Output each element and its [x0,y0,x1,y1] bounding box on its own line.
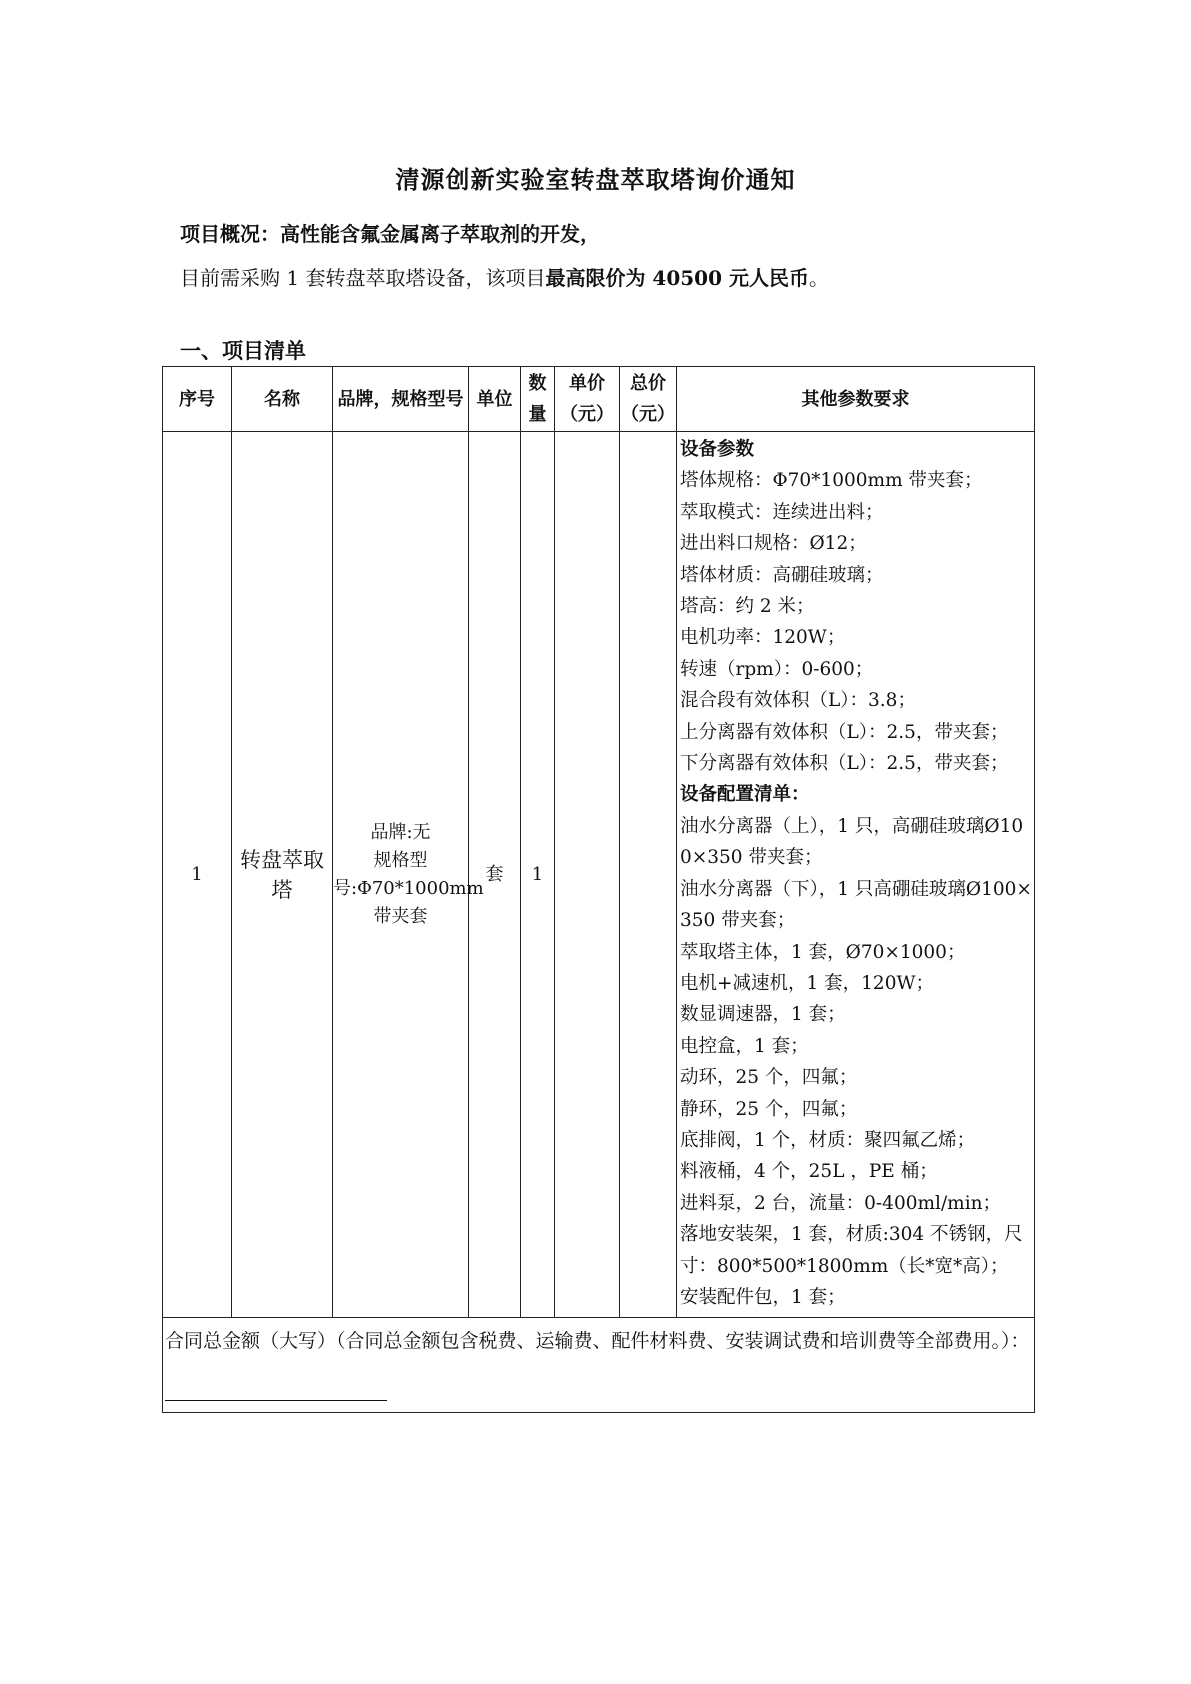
config-item: 安装配件包，1 套； [680,1286,846,1308]
config-item: 电机+减速机，1 套，120W； [680,972,934,994]
cell-unit: 套 [469,432,521,1318]
params-item: 转速（rpm）：0-600； [680,658,874,680]
config-item: 进料泵，2 台，流量：0-400ml/min； [680,1192,1002,1214]
header-unit-price-line2: （元） [560,404,614,425]
table-footer-row [163,1318,1035,1413]
config-item: 落地安装架，1 套，材质:304 不锈钢，尺寸：800*500*1800mm（长*宽*高）； [680,1224,1023,1277]
header-total-price [620,367,677,432]
intro-prefix: 目前需采购 1 套转盘萃取塔设备，该项目 [180,266,546,290]
item-list-table [162,366,1035,1413]
config-list [680,811,1032,1314]
header-unit-price [555,367,620,432]
cell-total-price [620,432,677,1318]
project-overview: 项目概况：高性能含氟金属离子萃取剂的开发， [180,222,600,246]
config-item: 萃取塔主体，1 套，Ø70×1000； [680,941,966,963]
params-item: 电机功率：120W； [680,627,846,649]
cell-brand-model [333,432,484,1318]
header-unit-price-line1: 单价 [569,373,605,394]
price-limit: 最高限价为 40500 元人民币 [545,266,809,290]
params-item: 混合段有效体积（L）：3.8； [680,690,916,712]
contract-total-cell [163,1318,1035,1413]
header-total-price-line1: 总价 [630,373,666,394]
header-unit: 单位 [469,367,521,432]
config-item: 油水分离器（上），1 只，高硼硅玻璃Ø100×350 带夹套； [680,815,1024,869]
config-heading: 设备配置清单： [680,784,810,806]
params-item: 塔体材质：高硼硅玻璃； [680,564,884,586]
document-title: 清源创新实验室转盘萃取塔询价通知 [395,165,796,194]
cell-index: 1 [163,432,232,1318]
intro-suffix: 。 [808,266,829,290]
cell-other-params [677,432,1035,1318]
params-item: 塔高：约 2 米； [680,596,815,618]
header-quantity [521,367,555,432]
header-quantity-line1: 数 [528,373,547,394]
params-item: 下分离器有效体积（L）：2.5，带夹套； [680,753,1009,775]
header-brand-model: 品牌，规格型号 [333,367,469,432]
contract-total-input-line[interactable] [165,1376,387,1401]
cell-quantity: 1 [521,432,555,1318]
cell-brand: 品牌:无 [370,821,431,843]
procurement-intro [180,262,829,291]
section-heading: 一、项目清单 [180,338,306,363]
params-heading: 设备参数 [680,439,755,460]
params-list [680,465,1032,779]
cell-model: 规格型号:Φ70*1000mm 带夹套 [333,849,484,927]
header-total-price-line2: （元） [621,404,675,425]
params-item: 塔体规格：Φ70*1000mm 带夹套； [680,470,983,492]
header-name: 名称 [232,367,333,432]
config-item: 油水分离器（下），1 只高硼硅玻璃Ø100×350 带夹套； [680,878,1032,932]
header-quantity-line2: 量 [528,404,547,425]
config-item: 料液桶，4 个，25L ，PE 桶； [680,1161,938,1183]
cell-unit-price [555,432,620,1318]
params-item: 上分离器有效体积（L）：2.5，带夹套； [680,721,1009,743]
header-index: 序号 [163,367,232,432]
table-row [163,432,1035,1318]
header-other-params: 其他参数要求 [677,367,1035,432]
cell-name: 转盘萃取塔 [232,432,333,1318]
config-item: 底排阀，1 个，材质：聚四氟乙烯； [680,1129,976,1151]
config-item: 静环，25 个，四氟； [680,1098,858,1120]
contract-total-label: 合同总金额（大写）（合同总金额包含税费、运输费、配件材料费、安装调试费和培训费等全部费用。）： [165,1330,1030,1353]
table-header-row [163,367,1035,432]
config-item: 电控盒，1 套； [680,1035,809,1057]
config-item: 数显调速器，1 套； [680,1004,846,1026]
params-item: 萃取模式：连续进出料； [680,501,884,523]
config-item: 动环，25 个，四氟； [680,1067,858,1089]
params-item: 进出料口规格：Ø12； [680,533,867,555]
